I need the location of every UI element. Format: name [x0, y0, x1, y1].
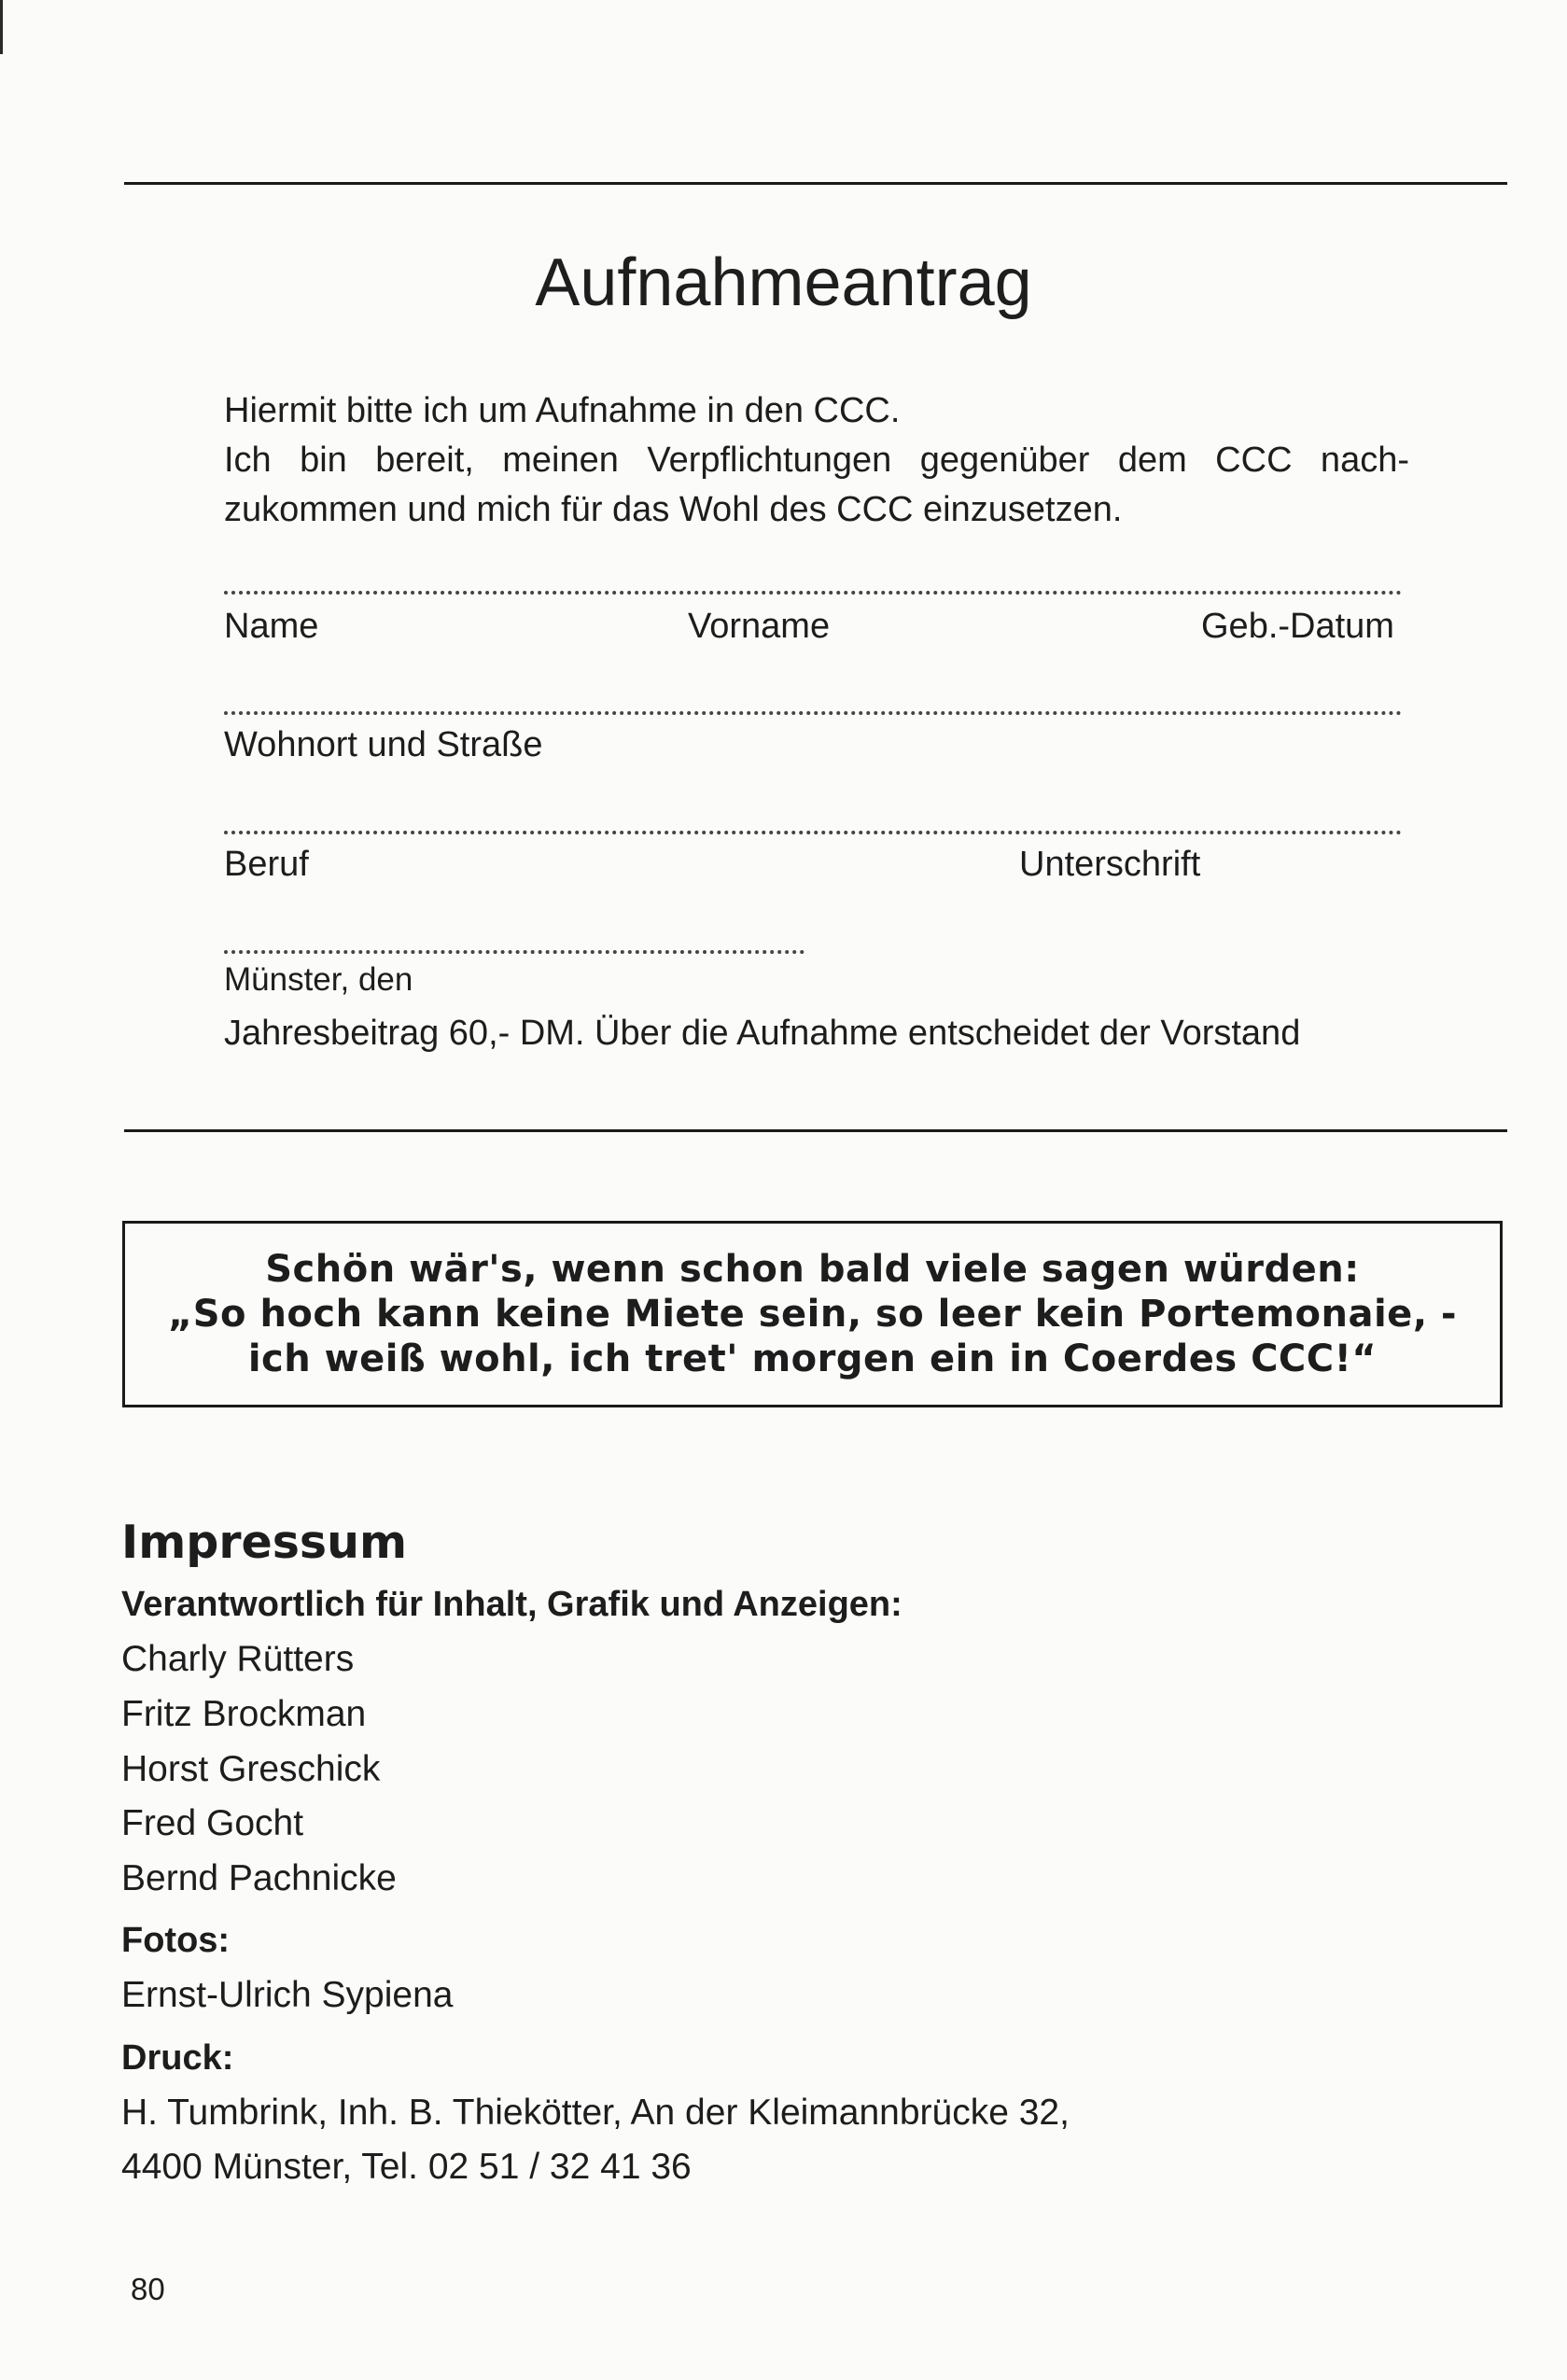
geb-datum-label: Geb.-Datum — [1201, 607, 1394, 646]
intro-line: Hiermit bitte ich um Aufnahme in den CCC. — [224, 391, 901, 430]
top-divider — [124, 182, 1507, 185]
wohnort-label: Wohnort und Straße — [224, 725, 543, 764]
ort-datum-label: Münster, den — [224, 961, 413, 998]
bottom-divider — [124, 1129, 1507, 1132]
name-fill-line[interactable] — [224, 591, 1402, 595]
beruf-label: Beruf — [224, 845, 309, 884]
intro-line: zukommen und mich für das Wohl des CCC einzusetzen. — [224, 490, 1123, 529]
slogan-box — [122, 1221, 1503, 1407]
name-label: Name — [224, 607, 319, 646]
responsible-name: Fritz Brockman — [121, 1694, 367, 1734]
printer-address: H. Tumbrink, Inh. B. Thiekötter, An der Kleimannbrücke 32, — [121, 2093, 1070, 2133]
form-intro — [224, 386, 1409, 535]
slogan-line: Schön wär's, wenn schon bald viele sagen würden: — [265, 1248, 1360, 1291]
slogan-line: ich weiß wohl, ich tret' morgen ein in Coerdes CCC!“ — [247, 1337, 1378, 1380]
impressum-title: Impressum — [121, 1516, 408, 1569]
slogan-line: „So hoch kann keine Miete sein, so leer kein Portemonaie, - — [167, 1293, 1458, 1336]
intro-line: Ich bin bereit, meinen Verpflichtungen gegenüber dem CCC nach- — [224, 441, 1409, 480]
scan-edge-line — [0, 0, 3, 54]
vorname-label: Vorname — [688, 607, 831, 646]
responsible-heading: Verantwortlich für Inhalt, Grafik und Anzeigen: — [121, 1585, 902, 1624]
ort-datum-fill-line[interactable] — [224, 950, 804, 954]
responsible-name: Fred Gocht — [121, 1803, 304, 1843]
fee-note: Jahresbeitrag 60,- DM. Über die Aufnahme entscheidet der Vorstand — [224, 1014, 1301, 1053]
form-title: Aufnahmeantrag — [535, 245, 1032, 320]
wohnort-fill-line[interactable] — [224, 711, 1402, 715]
beruf-fill-line[interactable] — [224, 831, 1402, 834]
responsible-name: Bernd Pachnicke — [121, 1858, 397, 1898]
photographer-name: Ernst-Ulrich Sypiena — [121, 1975, 454, 2015]
photos-heading: Fotos: — [121, 1921, 231, 1960]
unterschrift-label: Unterschrift — [1019, 845, 1201, 884]
responsible-name: Charly Rütters — [121, 1639, 355, 1679]
print-heading: Druck: — [121, 2038, 234, 2078]
page-number: 80 — [131, 2272, 165, 2306]
printer-address: 4400 Münster, Tel. 02 51 / 32 41 36 — [121, 2147, 692, 2187]
responsible-name: Horst Greschick — [121, 1749, 381, 1789]
